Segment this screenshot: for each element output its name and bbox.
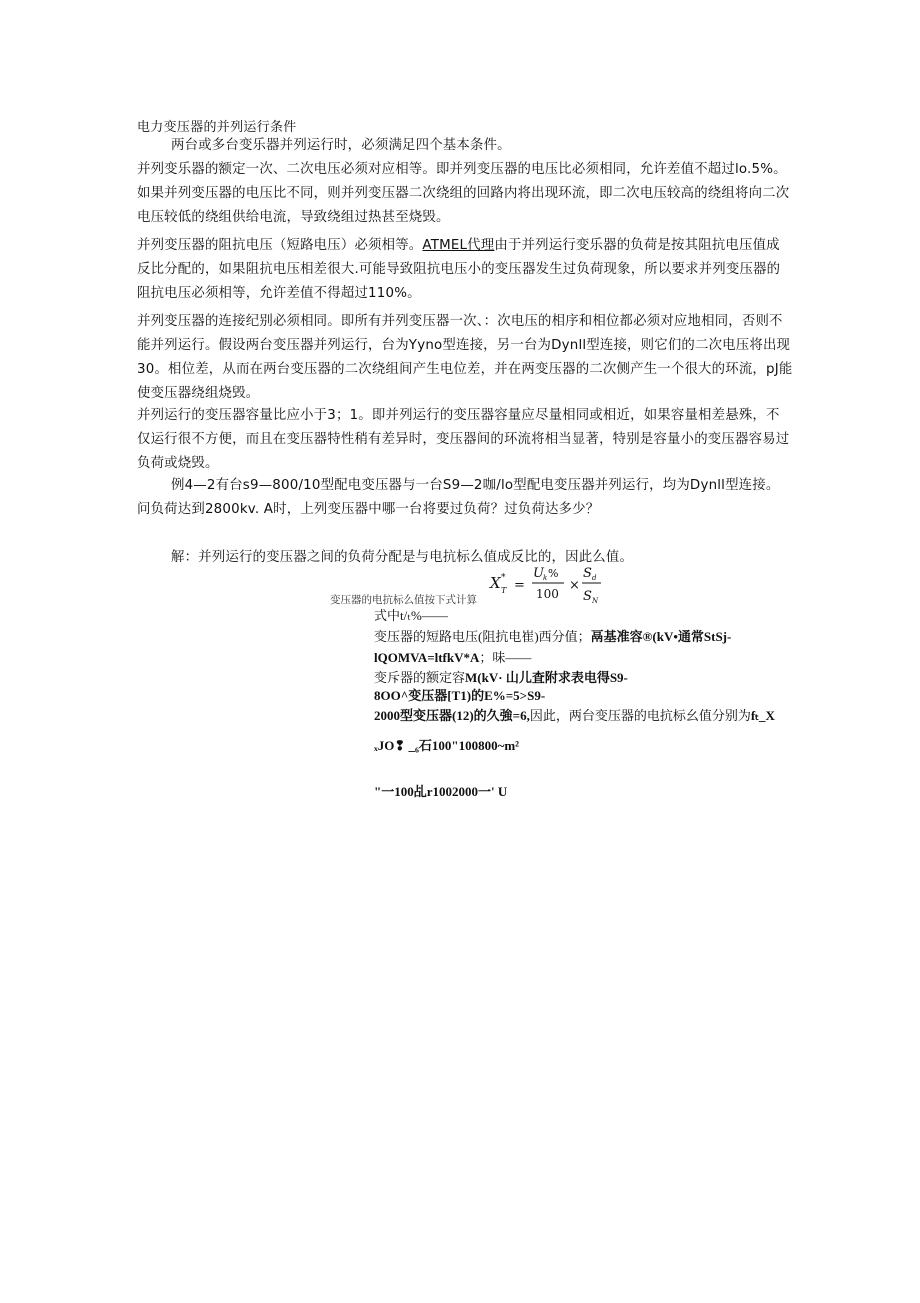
- ocr-line-2a: 变压器的短路电压(阻抗电崔)西分值；: [374, 629, 591, 644]
- formula-den2-sub: N: [592, 597, 599, 605]
- ocr-line-3: [374, 649, 531, 667]
- ocr-line-5: [374, 687, 545, 705]
- ocr-line-6c: fₜ_X: [750, 708, 775, 723]
- condition-2-lead: 并列变压器的阻抗电压（短路电压）必须相等。: [137, 238, 423, 253]
- ocr-line-1: 式中t/ₜ%——: [374, 608, 448, 623]
- solution-paragraph: 解：并列运行的变压器之间的负荷分配是与电抗标么值成反比的，因此么值。: [171, 550, 634, 565]
- atmel-link[interactable]: ATMEL代理: [422, 238, 495, 253]
- ocr-line-4a: 变斥器的额定容: [374, 670, 466, 685]
- intro-paragraph: 两台或多台变乐器并列运行时，必须满足四个基本条件。: [171, 138, 511, 153]
- formula-lhs: X: [490, 574, 501, 592]
- condition-2-paragraph: [137, 234, 793, 306]
- example-paragraph: 例4—2有台s9—800/10型配电变压器与一台S9—2咖/lo型配电变压器并列运行，均为Dynll型连接。问负荷达到2800kv. A时，上列变压器中哪一台将要过负荷？过负荷达多少？: [137, 478, 780, 517]
- ocr-line-2: [374, 628, 731, 646]
- document-title: 电力变压器的并列运行条件: [137, 120, 297, 135]
- condition-3-paragraph: 并列变压器的连接纪别必须相同。即所有并列变压器一次、：次电压的相序和相位都必须对应地相同，否则不能并列运行。假设两台变压器并列运行，台为Yyno型连接，另一台为Dynll型连接，则它们的二次电压将出现30。相位差，从而在两台变压器的二次绕组间产生电位差，并在两变压器的二次侧产生一个很大的环流，pJ能使变压器绕组烧毁。: [137, 314, 793, 401]
- ocr-line-6b: 因此，两台变压器的电抗标幺值分别为: [529, 708, 751, 723]
- formula-num2: S: [583, 566, 592, 581]
- formula-num1-sub: k: [543, 574, 548, 582]
- ocr-line-6a: 2000型变压器(12)的久強=6,: [374, 708, 530, 723]
- condition-2-body: 由于并列运行变乐器的负荷是按其阻抗电压值成反比分配的，如果阻抗电压相差很大.可能导致阻抗电压小的变压器发生过负荷现象，所以要求并列变压器的阻抗电压必须相等，允许差值不得超过110%。: [137, 238, 781, 301]
- ocr-line-4b: M(kV· 山儿査附求表电得S9-: [465, 670, 628, 685]
- formula-num2-sub: d: [592, 574, 597, 582]
- ocr-line-3b: ；味——: [479, 650, 532, 665]
- condition-1-paragraph: 并列变乐器的额定一次、二次电压必须对应相等。即并列变压器的电压比必须相同，允许差值不超过lo.5%。如果并列变压器的电压比不同，则并列变压器二次绕组的回路内将出现环流，即二次电压较高的绕组将向二次电压较低的绕组供给电流，导致绕组过热甚至烧毁。: [137, 162, 790, 225]
- condition-4-paragraph: 并列运行的变压器容量比应小于3；1。即并列运行的变压器容量应尽量相同或相近，如果容量相差悬殊，不仅运行很不方便，而且在变压器特性稍有差异时，变压器间的环流将相当显著，特别是容量小的变压器容易过负荷或烧毁。: [137, 408, 790, 471]
- formula-caption: 变压器的电抗标么值按下式计算: [330, 594, 477, 606]
- ocr-line-4: [374, 669, 628, 687]
- ocr-line-2b: 鬲基准容®(kV•通常StSj-: [590, 629, 732, 644]
- ocr-line-6: [374, 707, 775, 725]
- formula-num1: U: [533, 566, 544, 581]
- ocr-line-8: [374, 783, 507, 801]
- ocr-line-5-text: 8OO^变压器[T1)的E%=5>S9-: [374, 688, 546, 703]
- formula-lhs-sup: *: [501, 573, 506, 583]
- reactance-formula: [488, 562, 604, 608]
- formula-lhs-sub: T: [501, 586, 507, 595]
- formula-times: ×: [569, 578, 580, 593]
- ocr-line-8-text: "一100乩r1002000一' U: [374, 784, 508, 799]
- ocr-line-7: [374, 737, 519, 755]
- formula-den2: S: [583, 589, 592, 604]
- ocr-line-7-text: ₓJO❢ _₆石100"100800~m²: [374, 738, 520, 753]
- formula-num1-percent: %: [548, 567, 559, 580]
- formula-den1: 100: [536, 587, 559, 601]
- formula-equals: =: [514, 578, 525, 593]
- ocr-line-3a: lQOMVA=ltfkV*A: [374, 650, 480, 665]
